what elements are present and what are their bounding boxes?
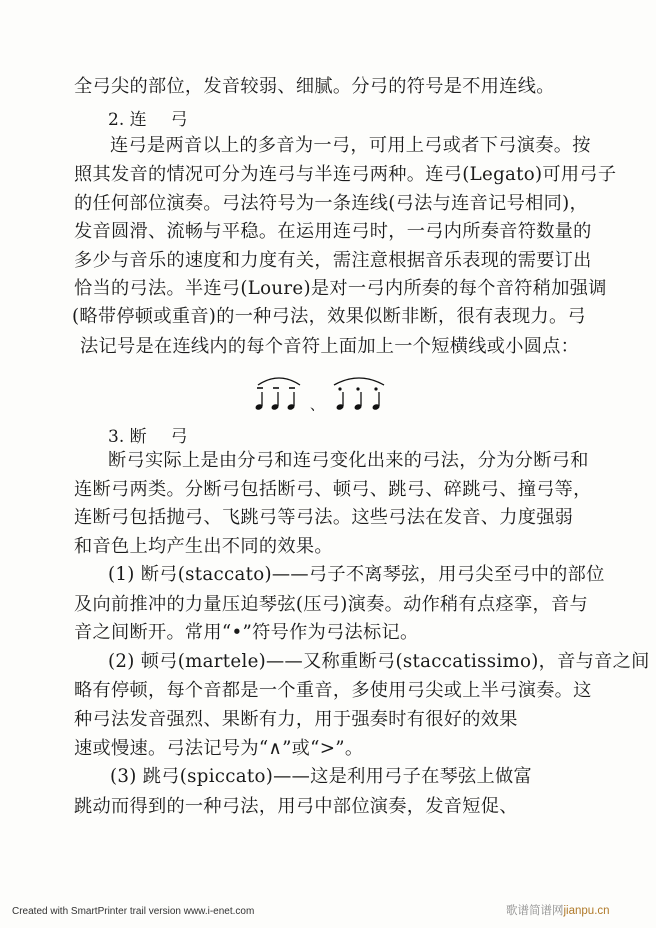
text-line: 种弓法发音强烈、果断有力，用于强奏时有很好的效果 (74, 709, 518, 730)
text-line: 法记号是在连线内的每个音符上面加上一个短横线或小圆点： (80, 336, 580, 357)
text-line: 跳动而得到的一种弓法，用弓中部位演奏，发音短促、 (74, 796, 518, 817)
text-line: 多少与音乐的速度和力度有关，需注意根据音乐表现的需要订出 (74, 250, 592, 271)
staccato-dot (374, 387, 377, 390)
heading-char: 断 (129, 427, 147, 447)
text-line: 发音圆滑、流畅与平稳。在运用连弓时，一弓内所奏音符数量的 (74, 221, 592, 242)
loure-dash-group (255, 378, 300, 411)
text-line: 照其发音的情况可分为连弓与半连弓两种。连弓(Legato)可用弓子 (74, 164, 617, 185)
heading-char: 弓 (170, 427, 188, 447)
section-heading-3 (108, 426, 188, 448)
text-line: (1) 断弓(staccato)——弓子不离琴弦，用弓尖至弓中的部位 (108, 564, 605, 585)
text-line: 恰当的弓法。半连弓(Loure)是对一弓内所奏的每个音符稍加强调 (74, 278, 607, 299)
staccato-dot (338, 387, 341, 390)
text-line: 略有停顿，每个音都是一个重音，多使用弓尖或上半弓演奏。这 (74, 680, 592, 701)
section-heading-2 (108, 109, 188, 131)
text-line: (2) 顿弓(martele)——又称重断弓(staccatissimo)，音与音之间 (108, 651, 650, 672)
text-line: 和音色上均产生出不同的效果。 (74, 536, 333, 557)
text-line: (3) 跳弓(spiccato)——这是利用弓子在琴弦上做富 (110, 766, 533, 787)
figure-separator: 、 (310, 398, 324, 414)
loure-dot-group (334, 378, 384, 411)
text-line: 断弓实际上是由分弓和连弓变化出来的弓法，分为分断弓和 (108, 450, 589, 471)
text-line: 全弓尖的部位，发音较弱、细腻。分弓的符号是不用连线。 (74, 76, 555, 97)
footer-watermark (506, 902, 610, 918)
watermark-cn: 歌谱简谱网 (506, 905, 564, 917)
heading-char: 连 (129, 110, 147, 130)
text-line: 连弓是两音以上的多音为一弓，可用上弓或者下弓演奏。按 (110, 135, 591, 156)
text-line: 及向前推冲的力量压迫琴弦(压弓)演奏。动作稍有点痉挛，音与 (74, 594, 588, 615)
text-line: 音之间断开。常用“•”符号作为弓法标记。 (74, 622, 419, 643)
text-line: 的任何部位演奏。弓法符号为一条连线(弓法与连音记号相同)， (74, 193, 588, 214)
text-line: 速或慢速。弓法记号为“∧”或“>”。 (74, 738, 364, 759)
staccato-dot (356, 387, 359, 390)
watermark-url: jianpu.cn (563, 905, 610, 917)
slur-arc (258, 378, 300, 385)
text-line: 连断弓包括抛弓、飞跳弓等弓法。这些弓法在发音、力度强弱 (74, 507, 574, 528)
bowing-notation-figure (252, 372, 392, 414)
text-line: 连断弓两类。分断弓包括断弓、顿弓、跳弓、碎跳弓、撞弓等， (74, 479, 592, 500)
heading-number: 3. (108, 427, 125, 447)
heading-char: 弓 (170, 110, 188, 130)
text-line: (略带停顿或重音)的一种弓法，效果似断非断，很有表现力。弓 (72, 306, 586, 327)
slur-arc (334, 378, 384, 385)
footer-credit: Created with SmartPrinter trail version www.i-enet.com (12, 906, 255, 917)
heading-number: 2. (108, 110, 125, 130)
